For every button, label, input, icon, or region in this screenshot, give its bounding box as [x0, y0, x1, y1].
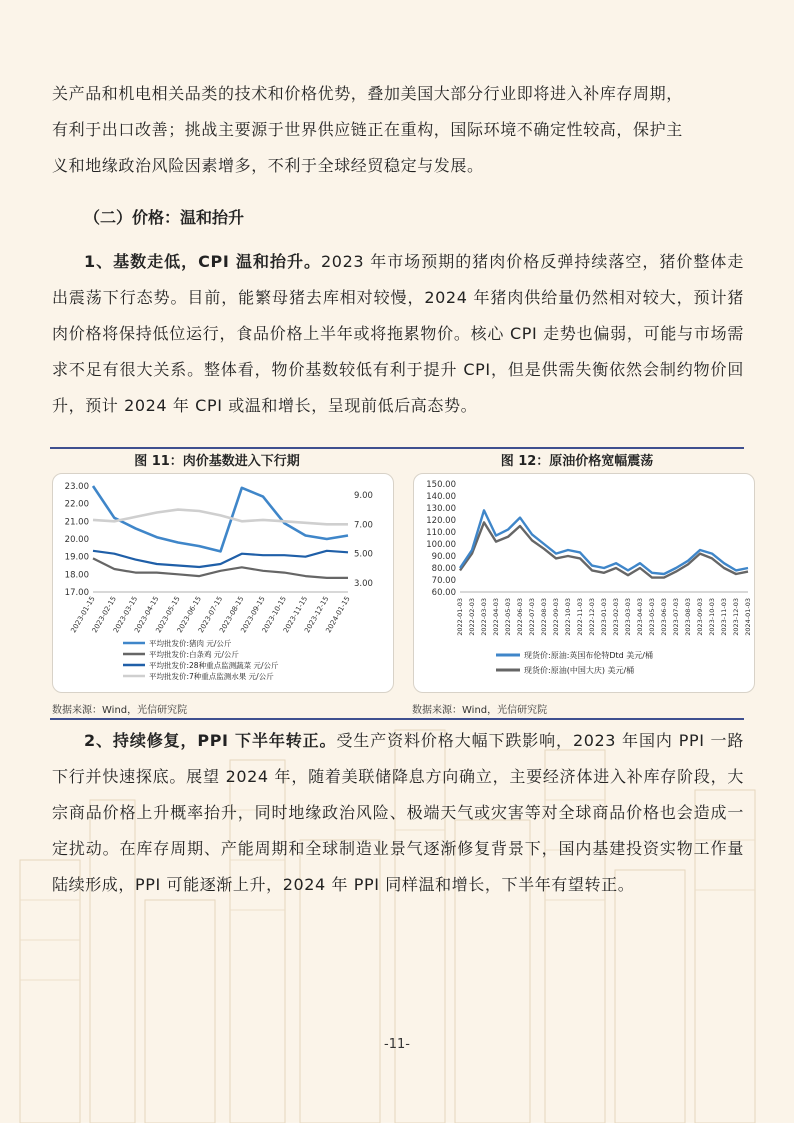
x-tick-label: 2023-07-03	[672, 598, 680, 636]
x-tick-label: 2022-04-03	[492, 598, 500, 636]
x-tick-label: 2023-04-03	[636, 598, 644, 636]
ppi-body: 受生产资料价格大幅下跌影响，2023 年国内 PPI 一路下行并快速探底。展望 2024 年，随着美联储降息方向确立，主要经济体进入补库存阶段，大宗商品价格上升概率抬升，同时地缘政治风险、极端天气或灾害等对全球商品价格也会造成一定扰动。在库存周期、产能周期和全球制造业景气逐渐修复背景下，国内基建投资实物工作量陆续形成，PPI 可能逐渐上升，2024 年 PPI 同样温和增长，下半年有望转正。	[52, 731, 744, 894]
figure-12-title: 图 12：原油价格宽幅震荡	[500, 454, 654, 469]
x-tick-label: 2023-10-03	[708, 598, 716, 636]
y-left-tick-label: 17.00	[64, 588, 89, 598]
y-left-tick-label: 23.00	[64, 482, 89, 492]
legend-label: 平均批发价:猪肉 元/公斤	[149, 639, 232, 648]
figure-11-chart	[52, 473, 394, 693]
x-tick-label: 2023-11-03	[720, 598, 728, 636]
y-tick-label: 110.00	[426, 528, 456, 538]
x-tick-label: 2023-03-15	[111, 595, 140, 635]
x-tick-label: 2022-06-03	[516, 598, 524, 636]
series-line	[93, 551, 348, 567]
x-tick-label: 2023-07-15	[196, 595, 225, 635]
legend-label: 现货价:原油(中国大庆) 美元/桶	[524, 666, 635, 675]
cpi-paragraph	[52, 244, 744, 424]
legend-label: 平均批发价:7种重点监测水果 元/公斤	[149, 672, 274, 681]
x-tick-label: 2023-03-03	[624, 598, 632, 636]
y-tick-label: 60.00	[431, 588, 456, 598]
x-tick-label: 2023-05-03	[648, 598, 656, 636]
x-tick-label: 2023-08-15	[218, 595, 246, 635]
x-tick-label: 2023-09-15	[239, 595, 267, 635]
figure-12-chart	[413, 473, 755, 693]
y-left-tick-label: 19.00	[64, 552, 89, 563]
y-tick-label: 140.00	[426, 492, 456, 502]
x-tick-label: 2023-01-03	[600, 598, 608, 636]
x-tick-label: 2023-10-15	[260, 595, 288, 635]
x-tick-label: 2022-03-03	[480, 598, 488, 636]
series-line	[93, 558, 348, 578]
y-right-tick-label: 7.00	[354, 520, 373, 531]
y-right-tick-label: 3.00	[354, 579, 373, 590]
series-line	[460, 510, 748, 574]
x-tick-label: 2022-02-03	[468, 598, 476, 636]
x-tick-label: 2023-06-15	[175, 595, 203, 635]
legend-label: 现货价:原油:英国布伦特Dtd 美元/桶	[524, 651, 654, 660]
intro-line-2: 有利于出口改善；挑战主要源于世界供应链正在重构，国际环境不确定性较高，保护主	[52, 120, 683, 139]
x-tick-label: 2023-09-03	[696, 598, 704, 636]
x-tick-label: 2024-01-03	[744, 598, 752, 636]
intro-line-3: 义和地缘政治风险因素增多，不利于全球经贸稳定与发展。	[52, 156, 484, 175]
y-tick-label: 80.00	[431, 564, 456, 574]
x-tick-label: 2022-12-03	[588, 598, 596, 636]
x-tick-label: 2022-08-03	[540, 598, 548, 636]
cpi-body: 2023 年市场预期的猪肉价格反弹持续落空，猪价整体走出震荡下行态势。目前，能繁母猪去库相对较慢，2024 年猪肉供给量仍然相对较大，预计猪肉价格将保持低位运行，食品价格上半年或将拖累物价。核心 CPI 走势也偏弱，可能与市场需求不足有很大关系。整体看，物价基数较低有利于提升 CPI，但是供需失衡依然会制约物价回升，预计 2024 年 CPI 或温和增长，呈现前低后高态势。	[52, 252, 744, 415]
intro-paragraph	[52, 76, 744, 184]
x-tick-label: 2023-08-03	[684, 598, 692, 636]
figure-11-title: 图 11：肉价基数进入下行期	[134, 454, 300, 469]
x-tick-label: 2023-04-15	[133, 595, 161, 635]
y-left-tick-label: 21.00	[64, 517, 89, 528]
ppi-paragraph	[52, 723, 744, 903]
x-tick-label: 2023-02-03	[612, 598, 620, 636]
y-tick-label: 120.00	[426, 516, 456, 526]
y-tick-label: 90.00	[431, 552, 456, 562]
y-left-tick-label: 20.00	[64, 535, 89, 545]
section-heading: （二）价格：温和抬升	[84, 208, 245, 227]
cpi-lead: 1、基数走低，CPI 温和抬升。	[84, 252, 322, 271]
figure-12-source: 数据来源：Wind，光信研究院	[412, 705, 548, 716]
x-tick-label: 2023-12-03	[732, 598, 740, 636]
meat-price-chart-svg	[53, 474, 393, 692]
x-tick-label: 2022-05-03	[504, 598, 512, 636]
figure-11-source: 数据来源：Wind，光信研究院	[52, 705, 188, 716]
ppi-lead: 2、持续修复，PPI 下半年转正。	[84, 731, 337, 750]
x-tick-label: 2022-11-03	[576, 598, 584, 636]
x-tick-label: 2022-09-03	[552, 598, 560, 636]
figure-top-rule	[50, 447, 744, 449]
figure-bottom-rule	[50, 718, 744, 720]
x-tick-label: 2023-02-15	[90, 595, 118, 635]
x-tick-label: 2023-11-15	[281, 595, 310, 635]
x-tick-label: 2022-10-03	[564, 598, 572, 636]
intro-line-1: 关产品和机电相关品类的技术和价格优势，叠加美国大部分行业即将进入补库存周期，	[52, 84, 683, 103]
page-number: -11-	[384, 1037, 410, 1052]
x-tick-label: 2023-12-15	[303, 595, 331, 635]
x-tick-label: 2022-01-03	[456, 598, 464, 636]
y-left-tick-label: 22.00	[64, 499, 89, 510]
legend-label: 平均批发价:白条鸡 元/公斤	[149, 650, 239, 659]
y-tick-label: 70.00	[431, 576, 456, 586]
x-tick-label: 2022-07-03	[528, 598, 536, 636]
y-left-tick-label: 18.00	[64, 570, 89, 581]
x-tick-label: 2023-06-03	[660, 598, 668, 636]
oil-price-chart-svg	[414, 474, 754, 692]
y-tick-label: 100.00	[426, 540, 456, 550]
series-line	[93, 510, 348, 525]
y-tick-label: 130.00	[426, 504, 456, 514]
y-tick-label: 150.00	[426, 480, 456, 490]
legend-label: 平均批发价:28种重点监测蔬菜 元/公斤	[149, 661, 279, 670]
x-tick-label: 2024-01-15	[324, 595, 352, 635]
y-right-tick-label: 5.00	[354, 549, 373, 560]
x-tick-label: 2023-05-15	[154, 595, 182, 635]
x-tick-label: 2023-01-15	[69, 595, 97, 635]
y-right-tick-label: 9.00	[354, 490, 373, 501]
